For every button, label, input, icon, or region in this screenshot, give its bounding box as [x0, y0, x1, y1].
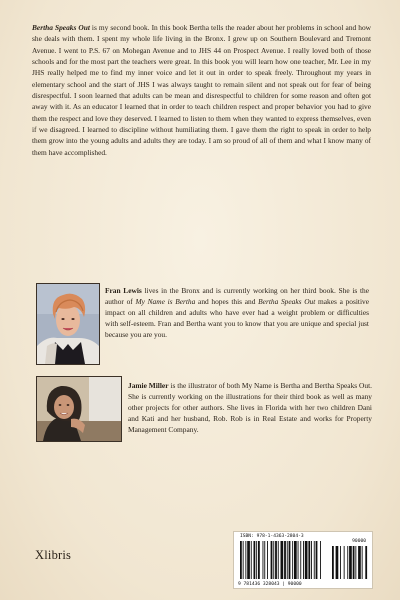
author-portrait-image	[37, 284, 99, 364]
book-title-2: Bertha Speaks Out	[258, 297, 316, 307]
illustrator-bio	[128, 380, 372, 435]
price-code: 90000	[352, 539, 366, 544]
book-title-1: My Name is Bertha	[135, 297, 196, 307]
book-title-phrase: Bertha Speaks Out	[32, 23, 90, 32]
illustrator-bio-text: is the illustrator of both My Name is Bertha and Bertha Speaks Out. She is currently working on the illustrations for their third book as well as many other projects for other authors. She lives in Florida with her two children Dani and Kati and her husband, Rob. Rob is in Real Estate and works for Property Management Company.	[128, 381, 372, 435]
barcode-bars	[234, 532, 372, 588]
publisher-logo: Xlibris	[35, 548, 72, 562]
author-bio-text: lives in the Bronx and is currently working on her third book. She is the author of	[105, 286, 369, 307]
illustrator-name: Jamie Miller	[128, 381, 169, 390]
isbn-label: ISBN: 978-1-4363-2804-3	[240, 534, 304, 539]
illustrator-portrait-image	[37, 377, 121, 441]
main-description	[32, 22, 371, 158]
illustrator-photo	[36, 376, 122, 442]
author-bio-text-3: makes a positive impact on all children and adults who have ever had a weight problem or difficulties with self-esteem. Fran and Bertha want you to know that you are unique and special just because you are you.	[105, 297, 370, 340]
author-bio-text-2: and hopes this and	[195, 297, 259, 307]
author-photo	[36, 283, 100, 365]
description-text: is my second book. In this book Bertha tells the reader about her problems in school and how she deals with them. I spent my whole life living in the Bronx. I grew up on Southern Boulevard and Tremont Avenue. I went to P.S. 67 on Mohegan Avenue and to JHS 44 on Prospect Avenue. I really loved both of those schools and for the most part the teachers were great. In this book you will learn how one teacher, Mr. Lee in my JHS really helped me to find my inner voice and let it out in order to speak freely. Throughout my years in elementary school and the start of JHS I was always taught to remain silent and not speak out for fear of being disrespectful. I soon learned that adults can be mean and disrespectful to children for some reason and often got away with it. As an educator I learned that in order to teach children respect and proper behavior you had to give them the respect and love they deserved. I learned to listen to them when they wanted to express themselves, even if we disagreed. I learned to discipline without humiliating them. I gave them the right to speak in order to help them grow into the young adults and adults they are today. I am so proud of all of them and what I know many of them have accomplished.	[32, 23, 371, 157]
barcode-digits: 9 781436 328043 | 90000	[238, 582, 302, 587]
isbn-barcode	[233, 531, 373, 589]
author-name: Fran Lewis	[105, 286, 142, 295]
author-bio	[105, 285, 369, 340]
